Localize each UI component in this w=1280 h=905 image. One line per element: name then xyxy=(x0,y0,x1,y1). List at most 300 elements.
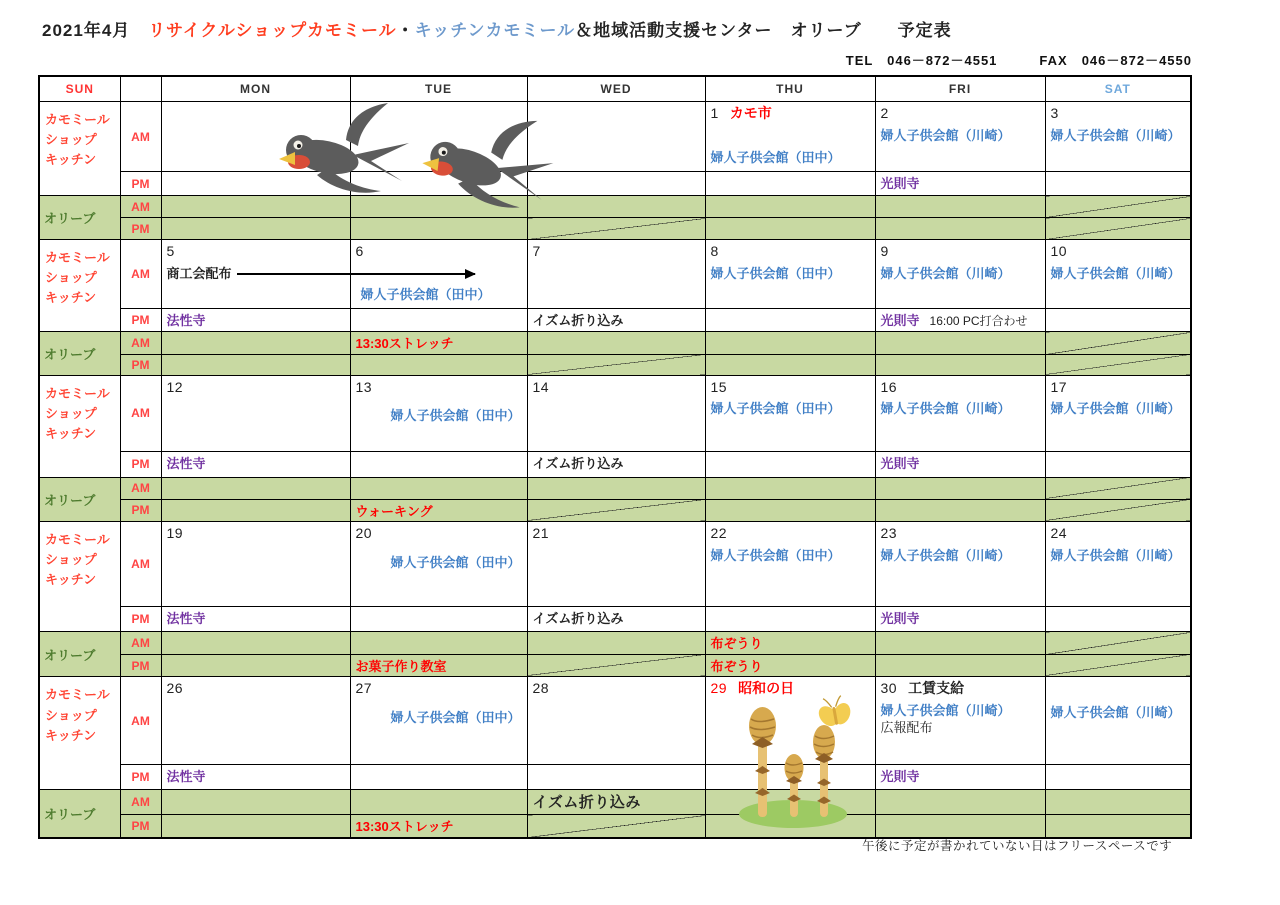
entry-text: イズム折り込み xyxy=(532,313,624,328)
header-day-tue: TUE xyxy=(350,76,527,102)
w4-fri-am xyxy=(875,522,1045,607)
w4-chamomile-am-row xyxy=(39,522,1191,607)
w5-fri-am xyxy=(875,677,1045,765)
w5-sat-pm xyxy=(1045,765,1191,790)
w1-thu-olive-pm xyxy=(705,218,875,240)
date xyxy=(706,677,875,697)
date-label: 工賃支給 xyxy=(908,680,965,697)
pm-label: PM xyxy=(120,499,161,522)
date xyxy=(528,522,705,542)
entry-line xyxy=(711,401,870,417)
date-number: 1 xyxy=(710,105,719,121)
w3-wed-olive-am xyxy=(527,477,705,499)
date xyxy=(876,376,1045,396)
w2-sat-olive-pm xyxy=(1045,354,1191,375)
date-number: 13 xyxy=(355,378,373,395)
w3-fri-olive-pm xyxy=(875,499,1045,522)
w4-tue-olive-am xyxy=(350,632,527,655)
w3-tue-olive-am xyxy=(350,477,527,499)
entry-line xyxy=(711,266,870,282)
chamomile-label xyxy=(39,522,120,632)
date xyxy=(876,677,1045,697)
w2-tue-olive-pm xyxy=(350,354,527,375)
entry-text: 婦人子供会館（川崎） xyxy=(1050,705,1181,721)
w1-mon-olive-am xyxy=(161,196,350,218)
w3-thu-olive-pm xyxy=(705,499,875,522)
entry-text: 婦人子供会館（田中） xyxy=(390,554,521,570)
date xyxy=(162,677,350,697)
chamomile-label-line: カモミール xyxy=(45,250,110,265)
entry-line xyxy=(162,765,350,787)
w4-tue-am xyxy=(350,522,527,607)
w4-fri-olive-am xyxy=(875,632,1045,655)
w4-wed-pm xyxy=(527,607,705,632)
date-number: 8 xyxy=(710,243,719,259)
date xyxy=(876,240,1045,260)
entry-line xyxy=(1051,705,1186,721)
w3-tue-am xyxy=(350,375,527,451)
entry-text: 広報配布 xyxy=(880,720,933,736)
w2-thu-olive-pm xyxy=(705,354,875,375)
w1-sat-olive-am xyxy=(1045,196,1191,218)
chamomile-label-line: キッチン xyxy=(45,152,97,168)
w2-thu-olive-am xyxy=(705,332,875,355)
entry-text: 商工会配布 xyxy=(166,265,232,281)
date xyxy=(1046,376,1191,396)
page-title xyxy=(42,16,952,41)
w1-fri-am xyxy=(875,102,1045,172)
entry-line xyxy=(528,790,705,814)
w3-tue-pm xyxy=(350,451,527,477)
w2-chamomile-am-row xyxy=(39,240,1191,309)
header-day-mon: MON xyxy=(161,76,350,102)
w5-tue-olive-pm xyxy=(350,815,527,838)
w2-wed-am xyxy=(527,240,705,309)
w4-olive-pm-row xyxy=(39,654,1191,677)
w1-thu-pm xyxy=(705,172,875,196)
date xyxy=(351,677,527,697)
w5-mon-pm xyxy=(161,765,350,790)
w2-fri-pm xyxy=(875,309,1045,332)
chamomile-label xyxy=(39,240,120,332)
w1-sat-olive-pm xyxy=(1045,218,1191,240)
w3-thu-am xyxy=(705,375,875,451)
entry-line xyxy=(162,607,350,629)
date xyxy=(162,376,350,396)
w3-thu-pm xyxy=(705,451,875,477)
chamomile-label-line: ショップ xyxy=(45,405,97,421)
date-label: 昭和の日 xyxy=(738,680,795,697)
date xyxy=(162,240,350,260)
pm-label: PM xyxy=(120,654,161,677)
w3-olive-pm-row xyxy=(39,499,1191,522)
header-row xyxy=(39,76,1191,102)
w3-sat-pm xyxy=(1045,451,1191,477)
chamomile-label xyxy=(39,102,120,196)
entry-line xyxy=(351,815,527,837)
w5-chamomile-pm-row xyxy=(39,765,1191,790)
w2-fri-olive-pm xyxy=(875,354,1045,375)
w1-wed-olive-am xyxy=(527,196,705,218)
w3-mon-am xyxy=(161,375,350,451)
w2-mon-olive-pm xyxy=(161,354,350,375)
am-label: AM xyxy=(120,196,161,218)
w1-sat-pm xyxy=(1045,172,1191,196)
entry-line xyxy=(711,150,870,166)
entry-line xyxy=(881,128,1040,144)
w1-olive-pm-row xyxy=(39,218,1191,240)
date-number: 26 xyxy=(166,680,184,697)
header-day-fri: FRI xyxy=(875,76,1045,102)
pm-label: PM xyxy=(120,218,161,240)
w1-mon-am xyxy=(161,102,350,172)
entry-text: 婦人子供会館（田中） xyxy=(360,286,491,302)
w5-thu-am xyxy=(705,677,875,765)
date-number: 22 xyxy=(710,525,728,542)
w1-sat-am xyxy=(1045,102,1191,172)
w5-wed-am xyxy=(527,677,705,765)
entry-text: 光則寺 xyxy=(880,176,920,191)
am-label: AM xyxy=(120,790,161,815)
w3-tue-olive-pm xyxy=(350,499,527,522)
date-number: 5 xyxy=(166,243,175,259)
w2-sat-olive-am xyxy=(1045,332,1191,355)
date xyxy=(528,240,705,260)
entry-text: 婦人子供会館（田中） xyxy=(710,265,841,281)
w2-mon-olive-am xyxy=(161,332,350,355)
entry-line xyxy=(528,452,705,474)
chamomile-label-line: カモミール xyxy=(45,687,110,703)
entry-text: 婦人子供会館（川崎） xyxy=(880,547,1011,563)
chamomile-label-line: ショップ xyxy=(45,552,97,568)
w4-mon-olive-am xyxy=(161,632,350,655)
w1-fri-olive-pm xyxy=(875,218,1045,240)
w2-chamomile-pm-row xyxy=(39,309,1191,332)
date xyxy=(706,522,875,542)
w5-sat-olive-am xyxy=(1045,790,1191,815)
date xyxy=(528,677,705,697)
date-number: 24 xyxy=(1050,525,1068,542)
entry-text: 法性寺 xyxy=(166,611,206,627)
w4-chamomile-pm-row xyxy=(39,607,1191,632)
w3-wed-pm xyxy=(527,451,705,477)
w4-sat-am xyxy=(1045,522,1191,607)
chamomile-label-line: キッチン xyxy=(45,572,97,588)
date-number: 15 xyxy=(710,378,728,395)
entry-line xyxy=(1051,401,1186,417)
entry-line xyxy=(351,500,527,522)
w5-tue-pm xyxy=(350,765,527,790)
w1-tue-olive-pm xyxy=(350,218,527,240)
date-number: 29 xyxy=(710,680,728,697)
entry-line xyxy=(162,452,350,474)
entry-line xyxy=(881,401,1040,417)
entry-text: 婦人子供会館（川崎） xyxy=(1050,401,1181,417)
date-number: 9 xyxy=(880,243,889,259)
date-number: 20 xyxy=(355,525,373,542)
entry-text: 婦人子供会館（川崎） xyxy=(880,127,1011,143)
w3-chamomile-pm-row xyxy=(39,451,1191,477)
chamomile-label-line: カモミール xyxy=(45,112,110,127)
entry-line xyxy=(351,655,527,677)
header-day-thu: THU xyxy=(705,76,875,102)
chamomile-label-line: キッチン xyxy=(45,290,97,306)
w2-sat-pm xyxy=(1045,309,1191,332)
entry-line xyxy=(1051,548,1186,564)
olive-label: オリーブ xyxy=(39,332,120,376)
schedule-calendar xyxy=(38,75,1192,839)
entry-line xyxy=(162,309,350,331)
date xyxy=(1046,522,1191,542)
title-segment: 2021年4月 xyxy=(42,21,149,40)
entry-line xyxy=(361,287,522,303)
date xyxy=(351,522,527,542)
w4-tue-olive-pm xyxy=(350,654,527,677)
w3-mon-pm xyxy=(161,451,350,477)
entry-text: 婦人子供会館（川崎） xyxy=(1050,127,1181,143)
chamomile-label xyxy=(39,375,120,477)
entry-line xyxy=(391,710,522,726)
date-number: 28 xyxy=(532,680,550,697)
date-number: 30 xyxy=(880,680,898,697)
entry-text: 布ぞうり xyxy=(710,636,763,652)
entry-text: 婦人子供会館（川崎） xyxy=(1050,265,1181,281)
entry-line xyxy=(391,408,522,424)
calendar-body xyxy=(39,102,1191,838)
w4-thu-olive-pm xyxy=(705,654,875,677)
w5-fri-olive-pm xyxy=(875,815,1045,838)
w3-mon-olive-pm xyxy=(161,499,350,522)
chamomile-label-line: カモミール xyxy=(45,532,110,548)
w3-olive-am-row xyxy=(39,477,1191,499)
entry-line xyxy=(711,548,870,564)
header-empty xyxy=(120,76,161,102)
entry-line xyxy=(881,720,1040,736)
entry-line xyxy=(528,607,705,629)
entry-line xyxy=(876,607,1045,629)
w1-fri-olive-am xyxy=(875,196,1045,218)
w4-thu-pm xyxy=(705,607,875,632)
w3-fri-olive-am xyxy=(875,477,1045,499)
w4-fri-pm xyxy=(875,607,1045,632)
entry-line xyxy=(876,452,1045,474)
pm-label: PM xyxy=(120,451,161,477)
entry-line xyxy=(881,703,1040,719)
w4-wed-am xyxy=(527,522,705,607)
date-number: 21 xyxy=(532,525,550,542)
title-segment: リサイクルショップカモミール xyxy=(148,21,397,40)
entry-line xyxy=(881,548,1040,564)
w5-mon-olive-pm xyxy=(161,815,350,838)
entry-text: 婦人子供会館（田中） xyxy=(710,547,841,563)
chamomile-label-line: キッチン xyxy=(45,727,97,743)
contact-info: TEL 046－872－4551 FAX 046－872－4550 xyxy=(845,53,1192,68)
w2-wed-olive-pm xyxy=(527,354,705,375)
am-label: AM xyxy=(120,477,161,499)
entry-line xyxy=(351,332,527,354)
entry-line xyxy=(1051,128,1186,144)
w5-mon-olive-am xyxy=(161,790,350,815)
w5-sat-am xyxy=(1045,677,1191,765)
w5-fri-olive-am xyxy=(875,790,1045,815)
title-segment: ＆地域活動支援センター オリーブ 予定表 xyxy=(575,21,952,40)
chamomile-label-line: ショップ xyxy=(45,270,97,286)
date xyxy=(876,102,1045,122)
w3-sat-am xyxy=(1045,375,1191,451)
w1-thu-am xyxy=(705,102,875,172)
w3-fri-pm xyxy=(875,451,1045,477)
w2-wed-olive-am xyxy=(527,332,705,355)
w3-wed-am xyxy=(527,375,705,451)
chamomile-label xyxy=(39,677,120,790)
entry-text: 法性寺 xyxy=(166,455,206,471)
date-number: 19 xyxy=(166,525,184,542)
entry-text: 婦人子供会館（田中） xyxy=(710,401,841,417)
chamomile-label-line: キッチン xyxy=(45,425,97,441)
w2-fri-am xyxy=(875,240,1045,309)
entry-line xyxy=(528,309,705,331)
pm-label: PM xyxy=(120,309,161,332)
w5-thu-olive-am xyxy=(705,790,875,815)
am-label: AM xyxy=(120,332,161,355)
date-number: 17 xyxy=(1050,378,1068,395)
arrow-line xyxy=(237,273,475,275)
entry-line xyxy=(1051,266,1186,282)
w2-mon-pm xyxy=(161,309,350,332)
w2-thu-pm xyxy=(705,309,875,332)
date-number: 27 xyxy=(355,680,373,697)
am-label: AM xyxy=(120,677,161,765)
w4-wed-olive-pm xyxy=(527,654,705,677)
am-label: AM xyxy=(120,522,161,607)
entry-text: 13:30ストレッチ xyxy=(355,336,454,351)
w1-mon-olive-pm xyxy=(161,218,350,240)
date xyxy=(528,376,705,396)
w4-mon-am xyxy=(161,522,350,607)
entry-text: 婦人子供会館（川崎） xyxy=(1050,547,1181,563)
w3-chamomile-am-row xyxy=(39,375,1191,451)
w2-tue-pm xyxy=(350,309,527,332)
w5-tue-olive-am xyxy=(350,790,527,815)
w5-wed-olive-pm xyxy=(527,815,705,838)
date-number: 12 xyxy=(166,378,184,395)
w5-sat-olive-pm xyxy=(1045,815,1191,838)
am-label: AM xyxy=(120,375,161,451)
w4-wed-olive-am xyxy=(527,632,705,655)
am-label: AM xyxy=(120,632,161,655)
w4-sat-olive-pm xyxy=(1045,654,1191,677)
w5-wed-olive-am xyxy=(527,790,705,815)
w2-thu-am xyxy=(705,240,875,309)
entry-text: イズム折り込み xyxy=(532,455,624,471)
w2-olive-pm-row xyxy=(39,354,1191,375)
header-day-sat: SAT xyxy=(1045,76,1191,102)
entry-text: 光則寺 xyxy=(880,769,920,785)
w4-thu-olive-am xyxy=(705,632,875,655)
chamomile-label-line: カモミール xyxy=(45,385,110,401)
olive-label: オリーブ xyxy=(39,790,120,838)
date xyxy=(351,240,527,260)
w4-mon-olive-pm xyxy=(161,654,350,677)
title-segment: キッチンカモミール xyxy=(414,21,576,40)
pm-label: PM xyxy=(120,765,161,790)
w5-thu-olive-pm xyxy=(705,815,875,838)
chamomile-label-line: ショップ xyxy=(45,132,97,148)
w3-fri-am xyxy=(875,375,1045,451)
entry-line xyxy=(391,555,522,571)
date-number: 16 xyxy=(880,378,898,395)
w2-wed-pm xyxy=(527,309,705,332)
w1-chamomile-pm-row xyxy=(39,172,1191,196)
entry-text: 光則寺 xyxy=(880,611,920,627)
w4-fri-olive-pm xyxy=(875,654,1045,677)
footer-note: 午後に予定が書かれていない日はフリースペースです xyxy=(862,839,1173,853)
w1-mon-pm xyxy=(161,172,350,196)
entry-line xyxy=(881,266,1040,282)
w2-tue-olive-am xyxy=(350,332,527,355)
olive-label: オリーブ xyxy=(39,477,120,522)
w1-chamomile-am-row xyxy=(39,102,1191,172)
pm-label: PM xyxy=(120,607,161,632)
w1-tue-olive-am xyxy=(350,196,527,218)
w1-tue-am xyxy=(350,102,527,172)
w2-olive-am-row xyxy=(39,332,1191,355)
am-label: AM xyxy=(120,240,161,309)
w1-wed-olive-pm xyxy=(527,218,705,240)
w5-thu-pm xyxy=(705,765,875,790)
title-segment: ・ xyxy=(396,21,415,40)
olive-label: オリーブ xyxy=(39,632,120,677)
date xyxy=(706,240,875,260)
olive-label: オリーブ xyxy=(39,196,120,240)
w1-thu-olive-am xyxy=(705,196,875,218)
w4-sat-olive-am xyxy=(1045,632,1191,655)
w5-olive-pm-row xyxy=(39,815,1191,838)
date-number: 23 xyxy=(880,525,898,542)
entry-line xyxy=(876,765,1045,787)
chamomile-label-line: ショップ xyxy=(45,707,97,723)
entry-line xyxy=(706,655,875,677)
w4-thu-am xyxy=(705,522,875,607)
pm-label: PM xyxy=(120,172,161,196)
entry-text: 婦人子供会館（川崎） xyxy=(880,703,1011,719)
w4-mon-pm xyxy=(161,607,350,632)
entry-text: 法性寺 xyxy=(166,769,206,785)
date-label: カモ市 xyxy=(729,105,772,121)
w4-olive-am-row xyxy=(39,632,1191,655)
date xyxy=(876,522,1045,542)
entry-text: 婦人子供会館（田中） xyxy=(710,149,841,165)
calendar-header xyxy=(39,76,1191,102)
entry-text: お菓子作り教室 xyxy=(355,658,447,674)
date xyxy=(706,102,875,122)
w3-wed-olive-pm xyxy=(527,499,705,522)
entry-text: 婦人子供会館（田中） xyxy=(390,408,521,424)
header-day-wed: WED xyxy=(527,76,705,102)
date xyxy=(1046,102,1191,122)
date xyxy=(706,376,875,396)
w5-tue-am xyxy=(350,677,527,765)
entry-text: 婦人子供会館（川崎） xyxy=(880,401,1011,417)
w4-sat-pm xyxy=(1045,607,1191,632)
w3-thu-olive-am xyxy=(705,477,875,499)
entry-line xyxy=(706,632,875,654)
w4-tue-pm xyxy=(350,607,527,632)
entry-line xyxy=(167,266,345,282)
entry-text: イズム折り込み xyxy=(532,611,624,627)
entry-text: ウォーキング xyxy=(355,503,433,519)
entry-text: 婦人子供会館（川崎） xyxy=(880,265,1011,281)
